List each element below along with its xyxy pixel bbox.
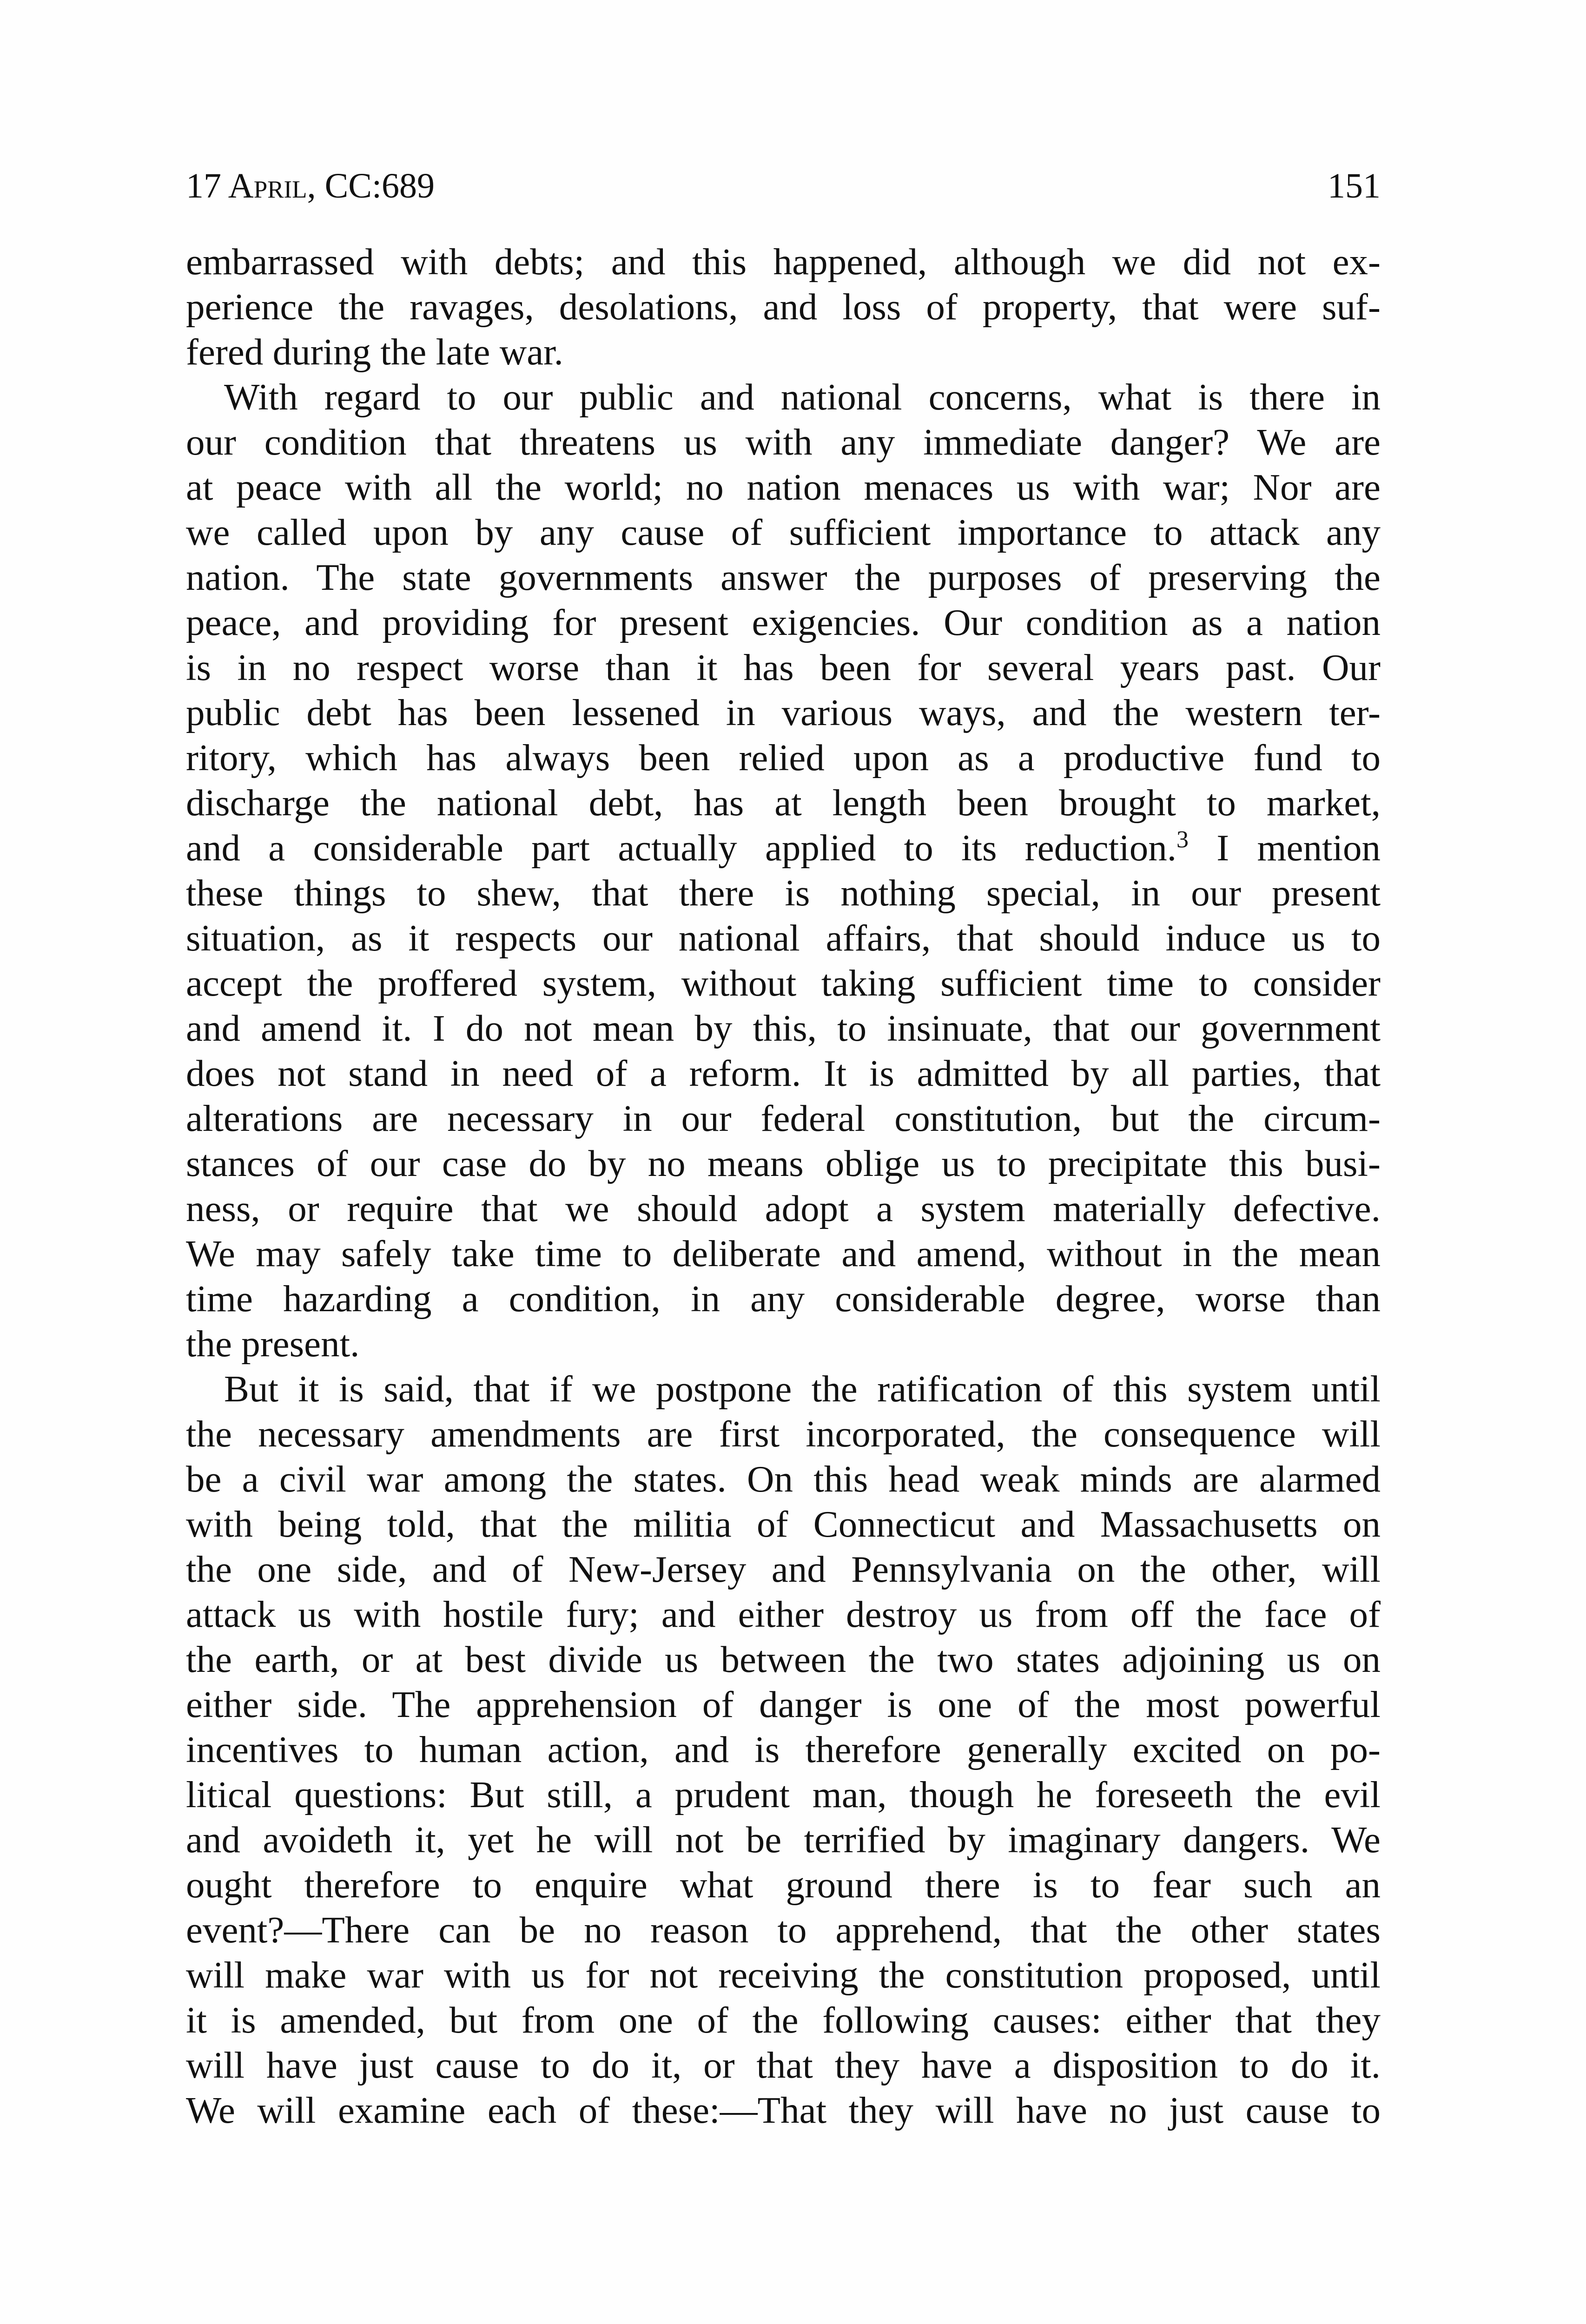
text-line: discharge the national debt, has at length been brought to market, bbox=[186, 782, 1381, 824]
text-line: does not stand in need of a reform. It is admitted by all parties, that bbox=[186, 1052, 1381, 1094]
text-line: the present. bbox=[186, 1323, 360, 1365]
text-fragment: I mention bbox=[1188, 827, 1381, 869]
running-head bbox=[186, 165, 1381, 207]
text-line: at peace with all the world; no nation menaces us with war; Nor are bbox=[186, 466, 1381, 508]
text-line: our condition that threatens us with any immediate danger? We are bbox=[186, 421, 1381, 463]
text-line: incentives to human action, and is therefore generally excited on po- bbox=[186, 1729, 1381, 1770]
text-line: it is amended, but from one of the following causes: either that they bbox=[186, 1999, 1381, 2041]
text-line: litical questions: But still, a prudent man, though he foreseeth the evil bbox=[186, 1774, 1381, 1816]
text-line: with being told, that the militia of Connecticut and Massachusetts on bbox=[186, 1503, 1381, 1545]
text-fragment: and a considerable part actually applied to its reduction. bbox=[186, 827, 1176, 869]
text-line: peace, and providing for present exigencies. Our condition as a nation bbox=[186, 601, 1381, 643]
text-line: is in no respect worse than it has been for several years past. Our bbox=[186, 647, 1381, 688]
text-line: attack us with hostile fury; and either destroy us from off the face of bbox=[186, 1593, 1381, 1635]
text-line: either side. The apprehension of danger is one of the most powerful bbox=[186, 1684, 1381, 1725]
text-line: event?—There can be no reason to apprehend, that the other states bbox=[186, 1909, 1381, 1951]
text-line: But it is said, that if we postpone the ratification of this system until bbox=[224, 1368, 1381, 1410]
text-line: the necessary amendments are first incorporated, the consequence will bbox=[186, 1413, 1381, 1455]
text-line-with-footnote bbox=[186, 825, 1381, 871]
text-line: the one side, and of New-Jersey and Pennsylvania on the other, will bbox=[186, 1548, 1381, 1590]
text-line: will make war with us for not receiving the constitution proposed, until bbox=[186, 1954, 1381, 1996]
text-line: With regard to our public and national concerns, what is there in bbox=[224, 376, 1381, 418]
text-line: these things to shew, that there is nothing special, in our present bbox=[186, 872, 1381, 914]
text-line: time hazarding a condition, in any considerable degree, worse than bbox=[186, 1278, 1381, 1320]
text-line: and amend it. I do not mean by this, to insinuate, that our government bbox=[186, 1007, 1381, 1049]
text-line: ness, or require that we should adopt a system materially defective. bbox=[186, 1188, 1381, 1229]
text-line: embarrassed with debts; and this happened, although we did not ex- bbox=[186, 241, 1381, 283]
running-head-date: 17 April, CC:689 bbox=[186, 166, 435, 205]
text-line: We may safely take time to deliberate and amend, without in the mean bbox=[186, 1233, 1381, 1274]
text-line: perience the ravages, desolations, and loss of property, that were suf- bbox=[186, 286, 1381, 328]
text-line: will have just cause to do it, or that they have a disposition to do it. bbox=[186, 2044, 1381, 2086]
body-text bbox=[186, 239, 1381, 2133]
footnote-reference: 3 bbox=[1176, 826, 1189, 853]
page-number: 151 bbox=[1328, 166, 1381, 205]
text-line: ought therefore to enquire what ground there is to fear such an bbox=[186, 1864, 1381, 1906]
text-line: We will examine each of these:—That they will have no just cause to bbox=[186, 2089, 1381, 2131]
text-line: nation. The state governments answer the purposes of preserving the bbox=[186, 556, 1381, 598]
text-line: we called upon by any cause of sufficient importance to attack any bbox=[186, 511, 1381, 553]
text-line: stances of our case do by no means oblige us to precipitate this busi- bbox=[186, 1142, 1381, 1184]
text-line: be a civil war among the states. On this head weak minds are alarmed bbox=[186, 1458, 1381, 1500]
text-line: public debt has been lessened in various ways, and the western ter- bbox=[186, 692, 1381, 733]
text-line: the earth, or at best divide us between the two states adjoining us on bbox=[186, 1638, 1381, 1680]
text-line: ritory, which has always been relied upon as a productive fund to bbox=[186, 737, 1381, 779]
text-line: fered during the late war. bbox=[186, 331, 563, 373]
text-line: alterations are necessary in our federal constitution, but the circum- bbox=[186, 1097, 1381, 1139]
text-line: and avoideth it, yet he will not be terrified by imaginary dangers. We bbox=[186, 1819, 1381, 1861]
text-line: situation, as it respects our national affairs, that should induce us to bbox=[186, 917, 1381, 959]
text-line: accept the proffered system, without taking sufficient time to consider bbox=[186, 962, 1381, 1004]
